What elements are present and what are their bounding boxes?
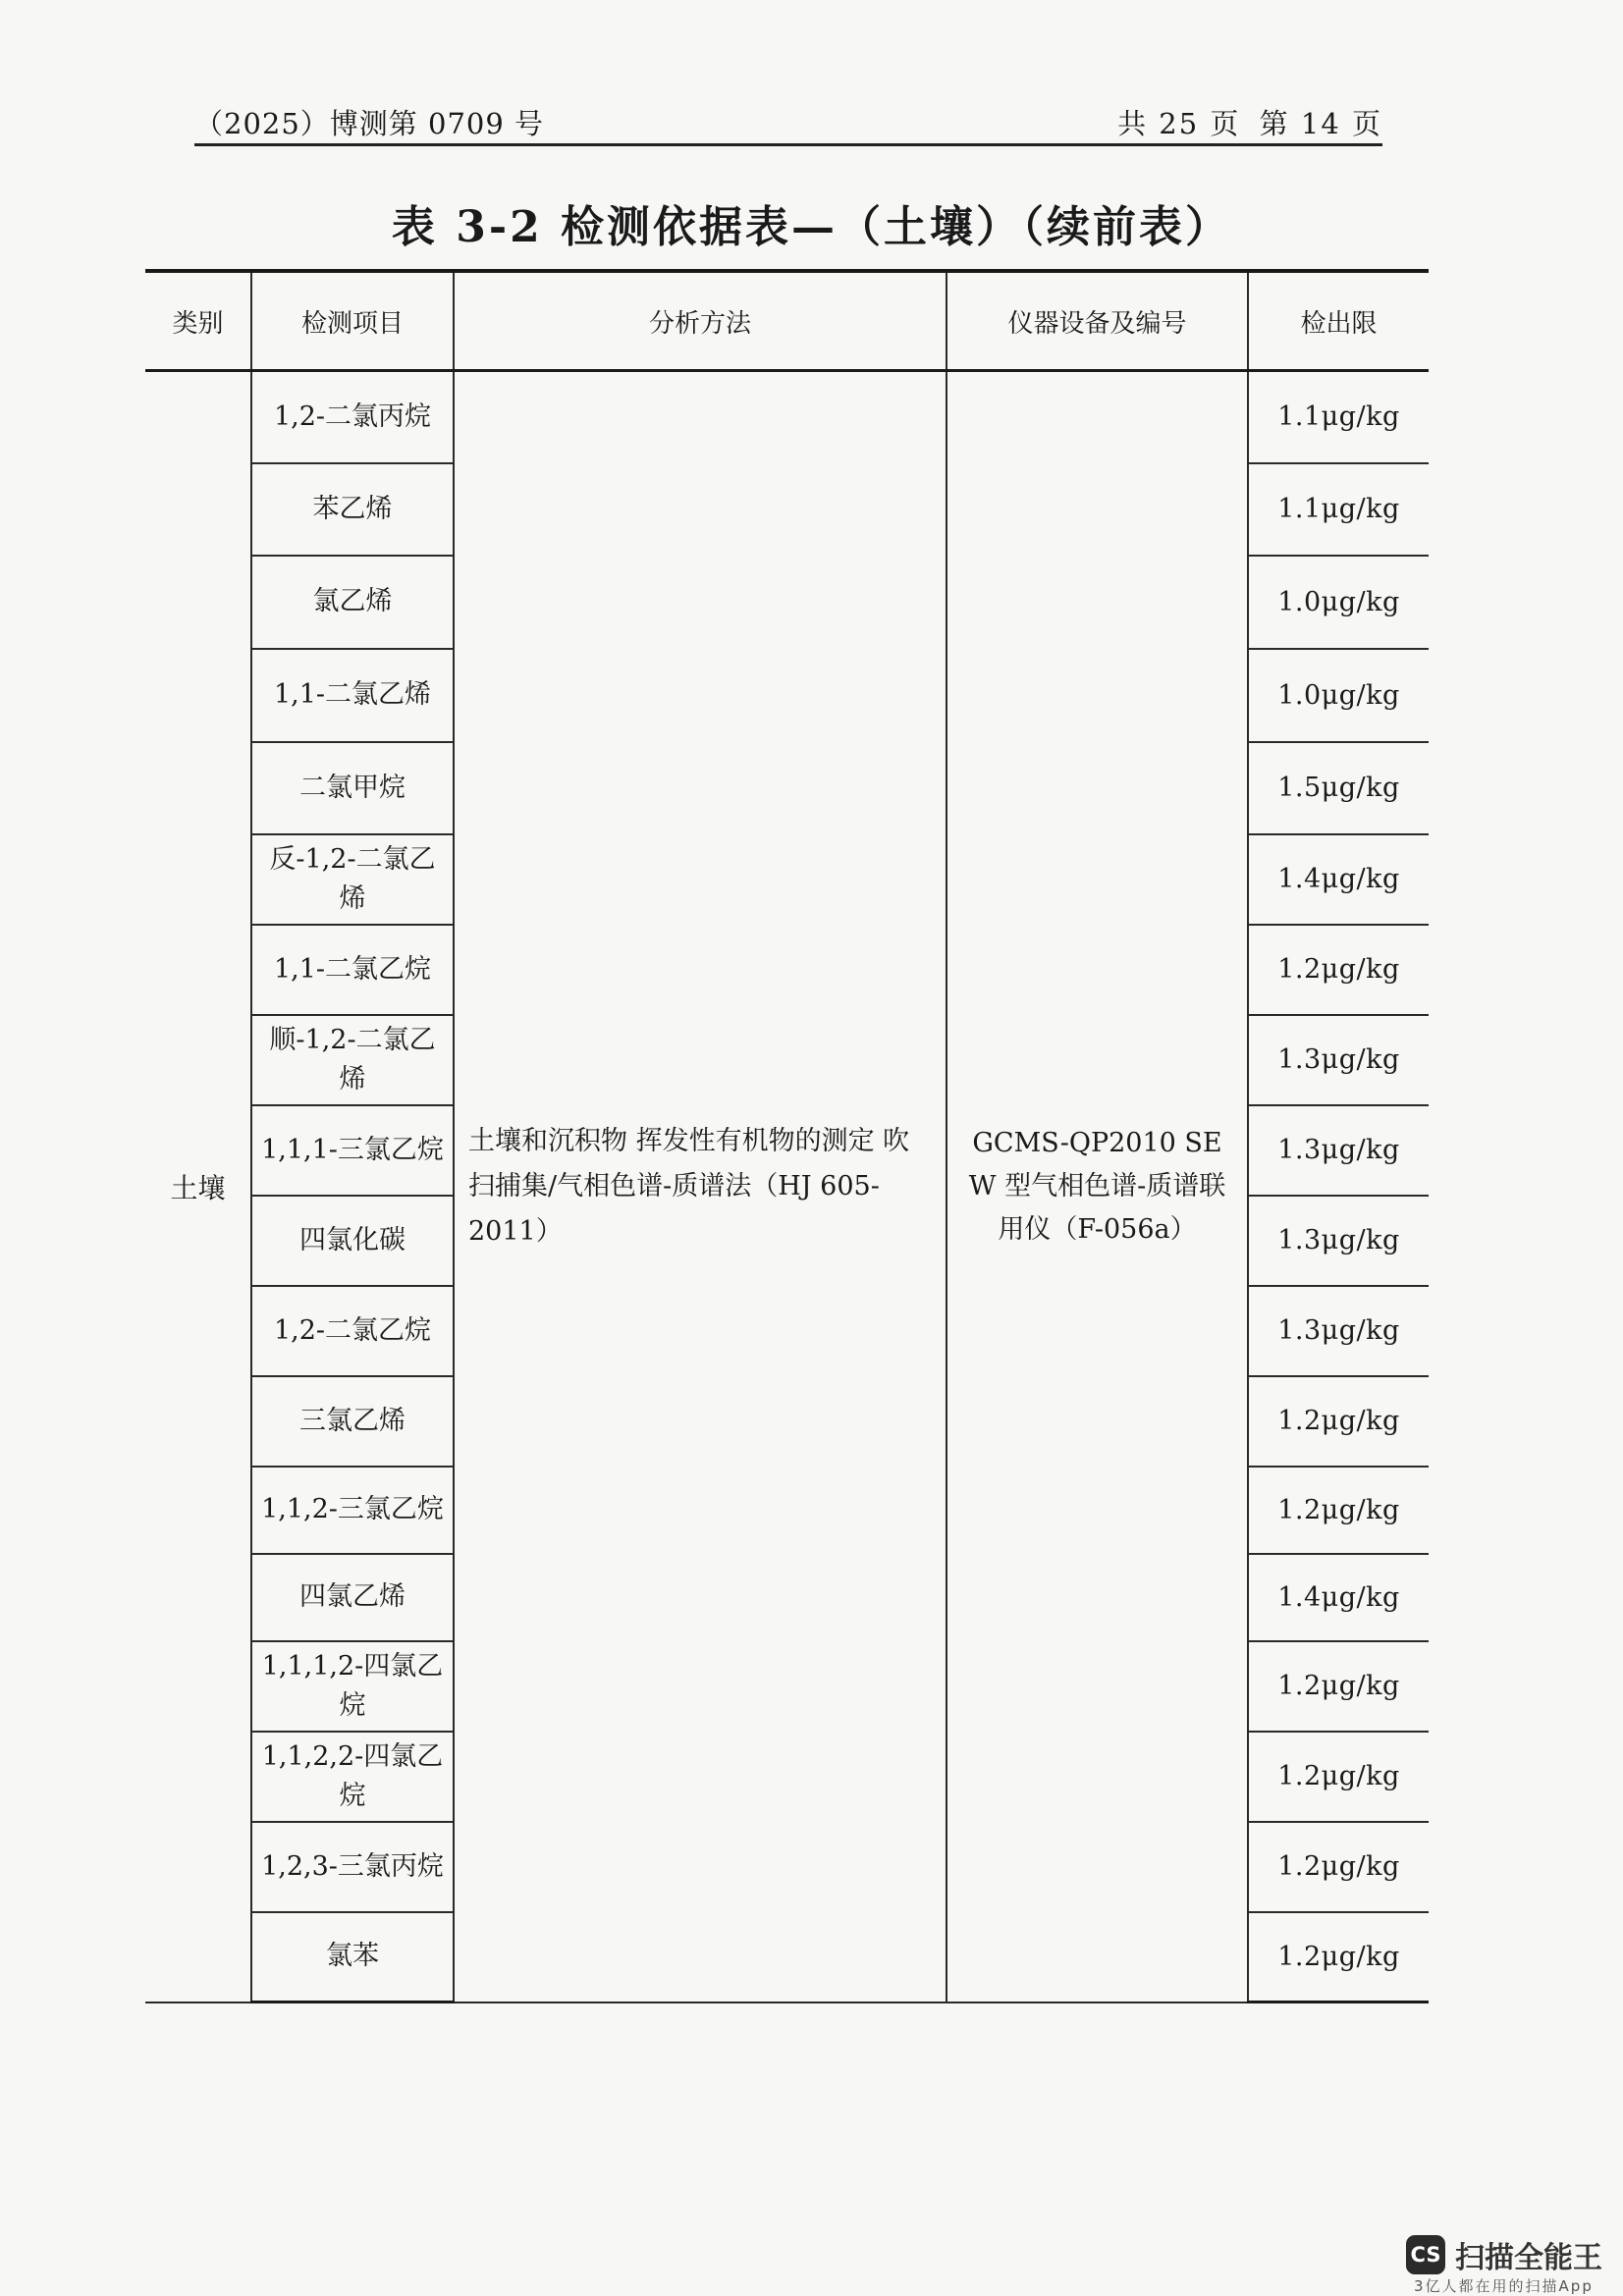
detection-limit-cell: 1.0μg/kg bbox=[1248, 649, 1429, 742]
detection-limit-cell: 1.2μg/kg bbox=[1248, 1912, 1429, 2002]
detection-item-cell: 1,2-二氯乙烷 bbox=[251, 1286, 454, 1376]
detection-limit-cell: 1.2μg/kg bbox=[1248, 1467, 1429, 1554]
detection-item-cell: 氯苯 bbox=[251, 1912, 454, 2002]
detection-item-cell: 四氯化碳 bbox=[251, 1196, 454, 1286]
analysis-method-cell: 土壤和沉积物 挥发性有机物的测定 吹扫捕集/气相色谱-质谱法（HJ 605-2011） bbox=[454, 371, 947, 2002]
detection-limit-cell: 1.5μg/kg bbox=[1248, 742, 1429, 834]
col-header-item: 检测项目 bbox=[251, 271, 454, 371]
detection-item-cell: 1,1,1-三氯乙烷 bbox=[251, 1105, 454, 1196]
watermark-brand: 扫描全能王 bbox=[1455, 2241, 1602, 2275]
detection-limit-cell: 1.4μg/kg bbox=[1248, 1554, 1429, 1641]
detection-limit-cell: 1.1μg/kg bbox=[1248, 463, 1429, 556]
detection-item-cell: 1,2,3-三氯丙烷 bbox=[251, 1822, 454, 1912]
detection-item-cell: 1,2-二氯丙烷 bbox=[251, 371, 454, 463]
page-indicator bbox=[1109, 102, 1382, 142]
report-number: （2025）博测第 0709 号 bbox=[194, 107, 545, 140]
scanner-watermark bbox=[1406, 2233, 1602, 2276]
detection-basis-table bbox=[145, 269, 1429, 2003]
table-body bbox=[145, 371, 1429, 2002]
camscanner-logo-icon: CS bbox=[1406, 2235, 1445, 2274]
total-pages: 共 25 页 bbox=[1117, 107, 1241, 140]
detection-limit-cell: 1.3μg/kg bbox=[1248, 1015, 1429, 1105]
detection-limit-cell: 1.2μg/kg bbox=[1248, 1822, 1429, 1912]
detection-item-cell: 1,1-二氯乙烷 bbox=[251, 925, 454, 1015]
page-header bbox=[194, 98, 1382, 146]
table-title: 表 3-2 检测依据表—（土壤）（续前表） bbox=[391, 202, 1232, 252]
detection-limit-cell: 1.2μg/kg bbox=[1248, 1376, 1429, 1467]
col-header-equipment: 仪器设备及编号 bbox=[947, 271, 1248, 371]
watermark-slogan: 3亿人都在用的扫描App bbox=[1414, 2277, 1594, 2295]
detection-item-cell: 1,1-二氯乙烯 bbox=[251, 649, 454, 742]
detection-item-cell: 三氯乙烯 bbox=[251, 1376, 454, 1467]
detection-limit-cell: 1.1μg/kg bbox=[1248, 371, 1429, 463]
detection-item-cell: 四氯乙烯 bbox=[251, 1554, 454, 1641]
table-row bbox=[145, 371, 1429, 463]
detection-item-cell: 反-1,2-二氯乙烯 bbox=[251, 834, 454, 925]
equipment-cell: GCMS-QP2010 SE W 型气相色谱-质谱联用仪（F-056a） bbox=[947, 371, 1248, 2002]
table-header-row bbox=[145, 271, 1429, 371]
detection-item-cell: 苯乙烯 bbox=[251, 463, 454, 556]
detection-item-cell: 1,1,2-三氯乙烷 bbox=[251, 1467, 454, 1554]
category-cell: 土壤 bbox=[145, 371, 251, 2002]
detection-item-cell: 1,1,1,2-四氯乙烷 bbox=[251, 1641, 454, 1732]
detection-limit-cell: 1.4μg/kg bbox=[1248, 834, 1429, 925]
col-header-method: 分析方法 bbox=[454, 271, 947, 371]
detection-item-cell: 二氯甲烷 bbox=[251, 742, 454, 834]
col-header-category: 类别 bbox=[145, 271, 251, 371]
detection-limit-cell: 1.0μg/kg bbox=[1248, 556, 1429, 649]
detection-limit-cell: 1.3μg/kg bbox=[1248, 1286, 1429, 1376]
current-page: 第 14 页 bbox=[1259, 107, 1382, 140]
detection-limit-cell: 1.2μg/kg bbox=[1248, 925, 1429, 1015]
detection-limit-cell: 1.2μg/kg bbox=[1248, 1641, 1429, 1732]
detection-item-cell: 顺-1,2-二氯乙烯 bbox=[251, 1015, 454, 1105]
detection-limit-cell: 1.3μg/kg bbox=[1248, 1105, 1429, 1196]
col-header-limit: 检出限 bbox=[1248, 271, 1429, 371]
detection-item-cell: 氯乙烯 bbox=[251, 556, 454, 649]
detection-item-cell: 1,1,2,2-四氯乙烷 bbox=[251, 1732, 454, 1822]
detection-limit-cell: 1.2μg/kg bbox=[1248, 1732, 1429, 1822]
detection-limit-cell: 1.3μg/kg bbox=[1248, 1196, 1429, 1286]
